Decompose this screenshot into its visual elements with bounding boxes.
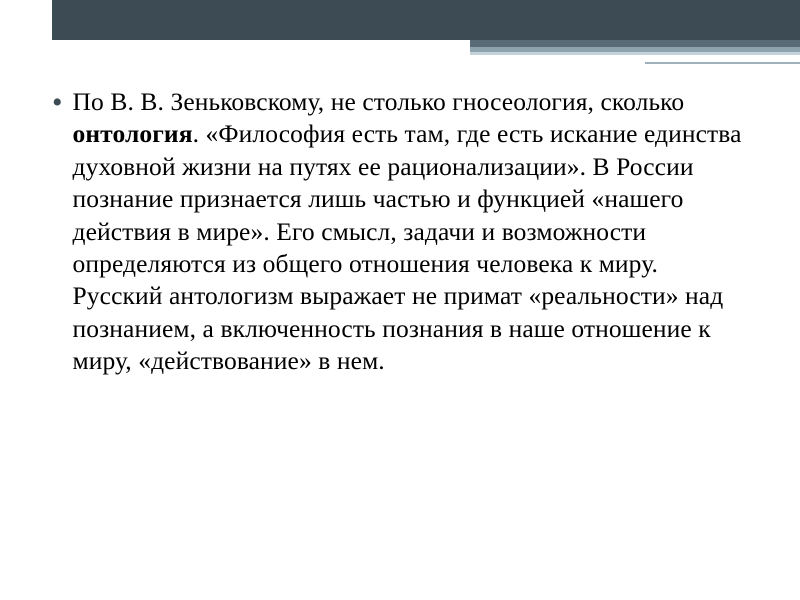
- decorative-accent-bar-1: [470, 40, 800, 47]
- decorative-header-band: [0, 0, 800, 40]
- slide-body: [52, 86, 752, 377]
- decorative-rule: [645, 62, 800, 64]
- bullet-icon: •: [52, 86, 63, 119]
- decorative-accent-bar-3: [470, 52, 800, 55]
- paragraph-emphasis: онтология: [72, 119, 193, 149]
- paragraph-lead: По В. В. Зеньковскому, не столько гносеология, сколько: [72, 87, 685, 116]
- paragraph-rest: . «Философия есть там, где есть искание единства духовной жизни на путях ее рационализации». В России познание признается лишь частью и функцией «нашего действия в мире». Его смысл, задачи и возможности определяются из общего отношения человека к миру. Русский антологизм выражает не примат «реальности» над познанием, а включенность познания в наше отношение к миру, «действование» в нем.: [72, 119, 742, 375]
- decorative-header-notch: [0, 0, 52, 40]
- list-item: [52, 86, 752, 377]
- bullet-paragraph: [73, 86, 752, 377]
